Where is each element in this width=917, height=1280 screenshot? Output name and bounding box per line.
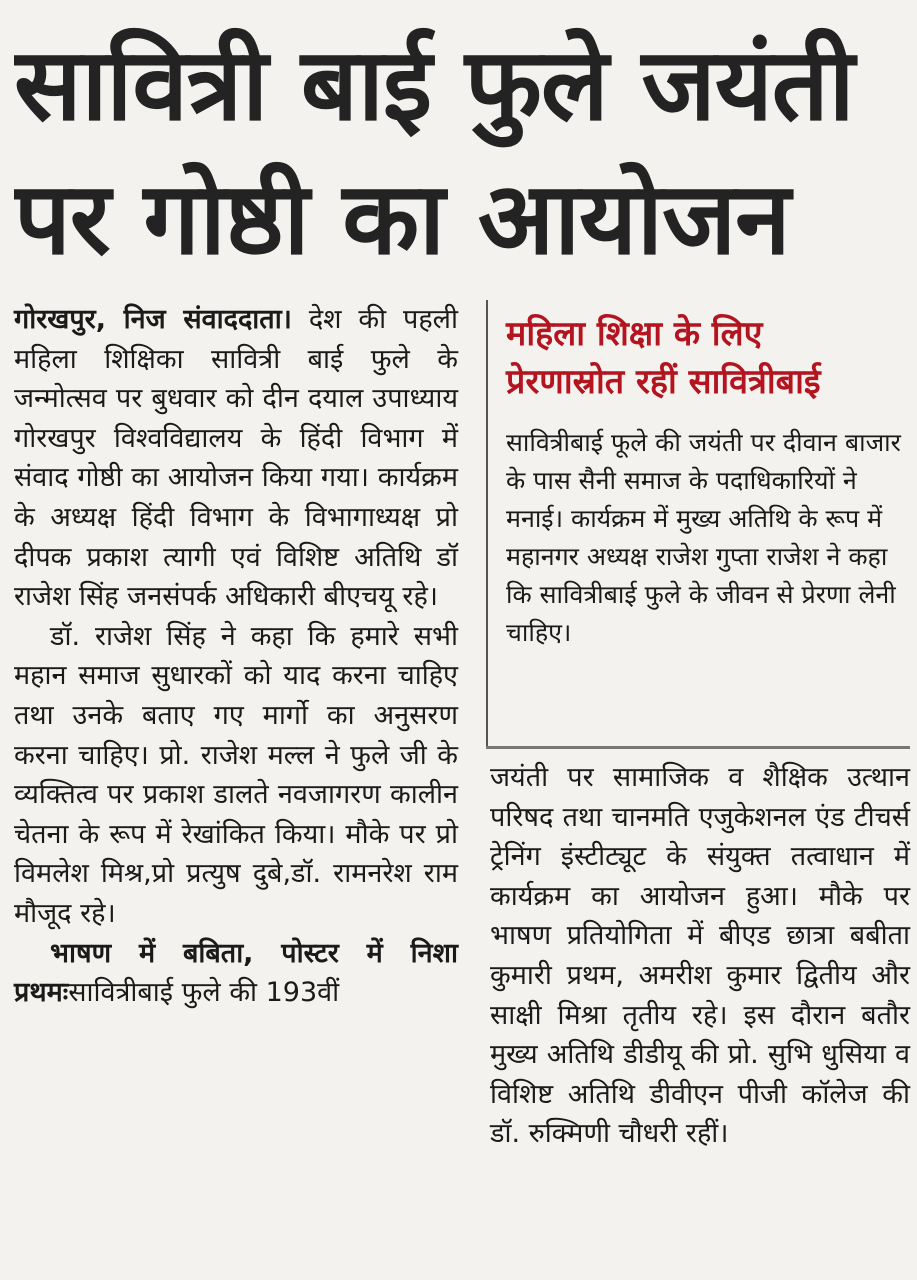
sidebar-body: सावित्रीबाई फूले की जयंती पर दीवान बाजार के पास सैनी समाज के पदाधिकारियों ने मनाई। कार्यक्रम में मुख्य अतिथि के रूप में महानगर अध्यक्ष राजेश गुप्ता राजेश ने कहा कि सावित्रीबाई फुले के जीवन से प्रेरणा लेनी चाहिए। <box>506 428 901 647</box>
sidebar-title-line-2: प्रेरणास्रोत रहीं सावित्रीबाई <box>506 362 821 402</box>
main-story-para-3 <box>14 934 458 1013</box>
sidebar-title-line-1: महिला शिक्षा के लिए <box>506 314 763 354</box>
dateline: गोरखपुर, निज संवाददाता। <box>14 304 292 335</box>
headline <box>14 18 904 286</box>
sidebar-title <box>506 310 912 406</box>
para-1-text: देश की पहली महिला शिक्षिका सावित्री बाई फुले के जन्मोत्सव पर बुधवार को दीन दयाल उपाध्याय गोरखपुर विश्वविद्यालय के हिंदी विभाग में संवाद गोष्ठी का आयोजन किया गया। कार्यक्रम के अध्यक्ष हिंदी विभाग के विभागाध्यक्ष प्रो दीपक प्रकाश त्यागी एवं विशिष्ट अतिथि डॉ राजेश सिंह जनसंपर्क अधिकारी बीएचयू रहे। <box>14 304 458 613</box>
subhead: भाषण में बबिता, पोस्टर में निशा प्रथमः <box>14 937 458 1009</box>
sidebar-box <box>486 300 912 746</box>
main-story-column-2 <box>490 758 910 1154</box>
main-story-para-2: डॉ. राजेश सिंह ने कहा कि हमारे सभी महान समाज सुधारकों को याद करना चाहिए तथा उनके बताए गए मार्गो का अनुसरण करना चाहिए। प्रो. राजेश मल्ल ने फुले जी के व्यक्तित्व पर प्रकाश डालते नवजागरण कालीन चेतना के रूप में रेखांकित किया। मौके पर प्रो विमलेश मिश्र,प्रो प्रत्युष दुबे,डॉ. रामनरेश राम मौजूद रहे। <box>14 620 458 929</box>
para-3-text: सावित्रीबाई फुले की 193वीं <box>68 977 340 1009</box>
headline-line-1: सावित्री बाई फुले जयंती <box>14 26 854 143</box>
headline-line-2: पर गोष्ठी का आयोजन <box>14 160 790 277</box>
main-story-column-1 <box>14 300 458 1013</box>
sidebar-divider <box>486 746 910 749</box>
main-story-para-1 <box>14 300 458 617</box>
main-story-para-3-continued: जयंती पर सामाजिक व शैक्षिक उत्थान परिषद तथा चानमति एजुकेशनल एंड टीचर्स ट्रेनिंग इंस्टीट्यूट के संयुक्त तत्वाधान में कार्यक्रम का आयोजन हुआ। मौके पर भाषण प्रतियोगिता में बीएड छात्रा बबीता कुमारी प्रथम, अमरीश कुमार द्वितीय और साक्षी मिश्रा तृतीय रहे। इस दौरान बतौर मुख्य अतिथि डीडीयू की प्रो. सुभि धुसिया व विशिष्ट अतिथि डीवीएन पीजी कॉलेज की डॉ. रुक्मिणी चौधरी रहीं। <box>490 762 910 1150</box>
